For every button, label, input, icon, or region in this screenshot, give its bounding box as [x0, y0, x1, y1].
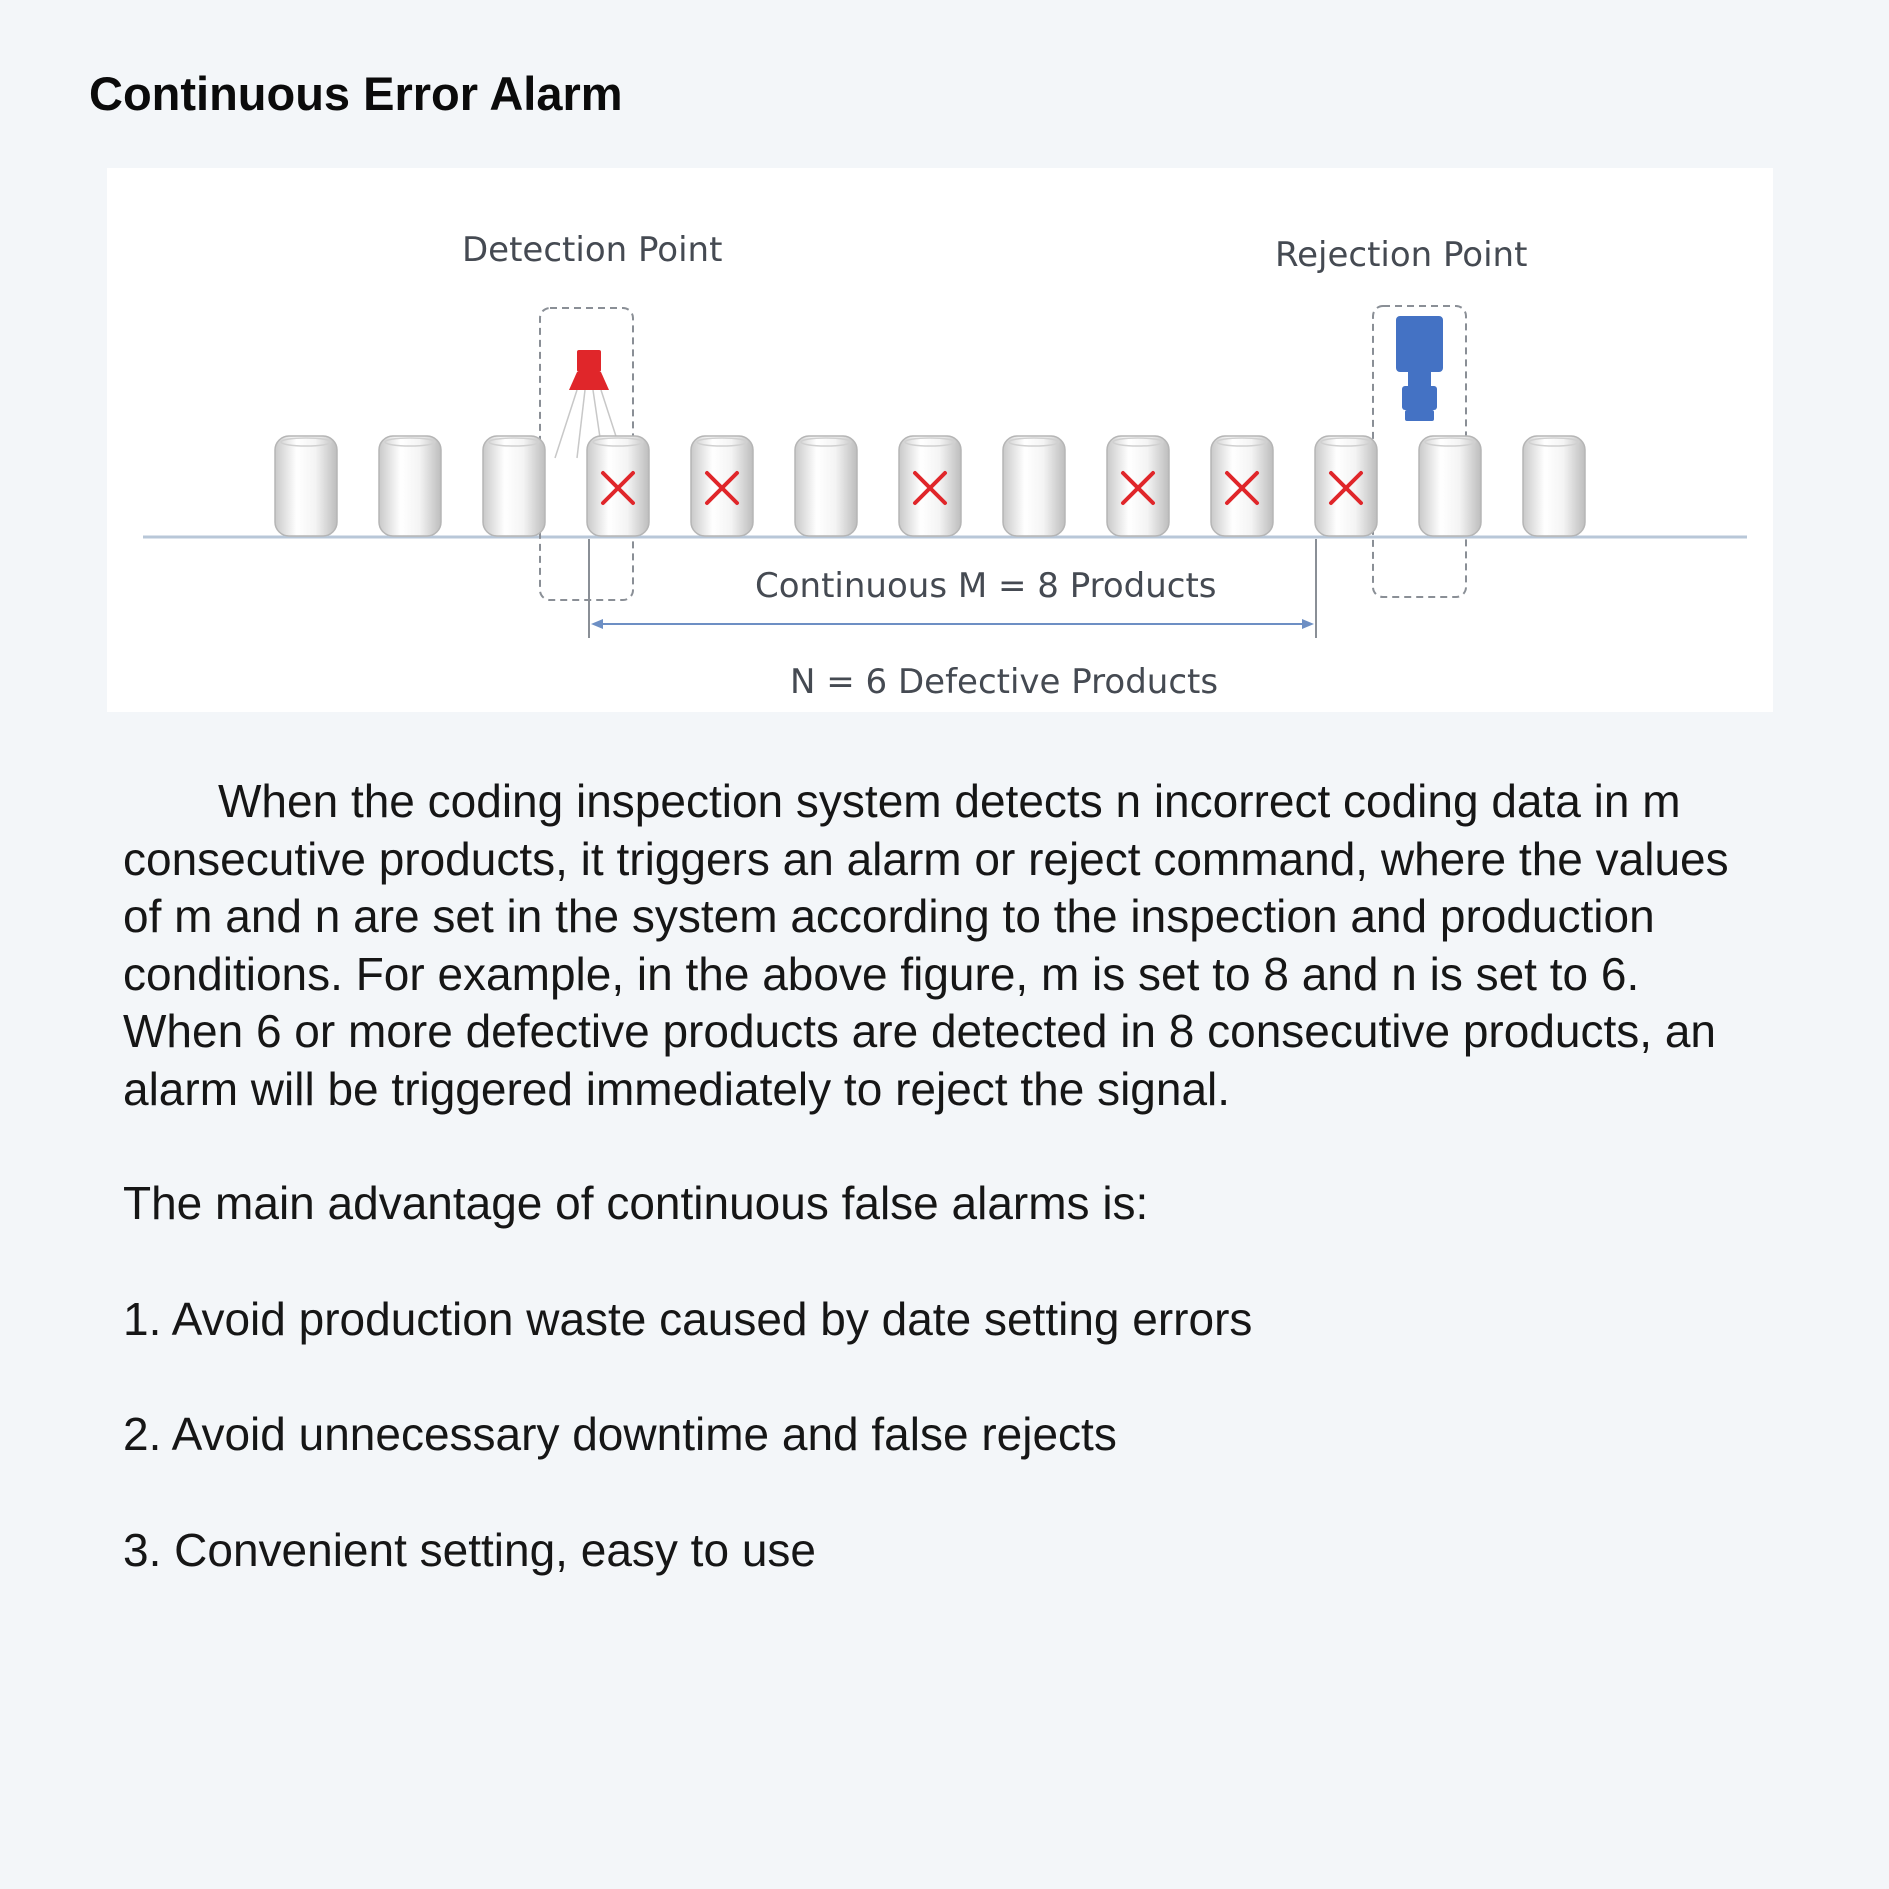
product-row [275, 436, 1585, 536]
page-title: Continuous Error Alarm [89, 67, 623, 120]
range-arrow-right-head [1302, 619, 1314, 629]
product-ok [795, 436, 857, 536]
continuous-m-label: Continuous M = 8 Products [755, 566, 1217, 606]
rejection-point-label: Rejection Point [1275, 235, 1528, 275]
product-ok [1523, 436, 1585, 536]
product-ok [379, 436, 441, 536]
diagram-canvas [107, 168, 1773, 712]
advantage-item-3: 3. Convenient setting, easy to use [123, 1523, 816, 1576]
rejector-icon [1396, 316, 1443, 421]
advantage-item-2: 2. Avoid unnecessary downtime and false rejects [123, 1408, 1117, 1460]
range-arrow-left-head [591, 619, 603, 629]
product-ok [1419, 436, 1481, 536]
description-body [123, 773, 1763, 1579]
detection-point-label: Detection Point [462, 230, 723, 270]
product-defective [587, 436, 649, 536]
advantage-item-1: 1. Avoid production waste caused by date setting errors [123, 1292, 1253, 1345]
product-defective [1211, 436, 1273, 536]
alarm-diagram [107, 168, 1773, 712]
product-defective [1315, 436, 1377, 536]
product-defective [691, 436, 753, 536]
product-ok [1003, 436, 1065, 536]
detection-sensor-icon [569, 350, 609, 390]
product-defective [899, 436, 961, 536]
defective-n-label: N = 6 Defective Products [790, 662, 1219, 702]
product-ok [275, 436, 337, 536]
advantages-heading: The main advantage of continuous false alarms is: [123, 1177, 1149, 1229]
product-defective [1107, 436, 1169, 536]
description-paragraph: When the coding inspection system detects n incorrect coding data in m consecutive products, it triggers an alarm or reject command, where the values of m and n are set in the system according to the inspection and production conditions. For example, in the above figure, m is set to 8 and n is set to 6. When 6 or more defective products are detected in 8 consecutive products, an alarm will be triggered immediately to reject the signal. [123, 775, 1729, 1115]
product-ok [483, 436, 545, 536]
